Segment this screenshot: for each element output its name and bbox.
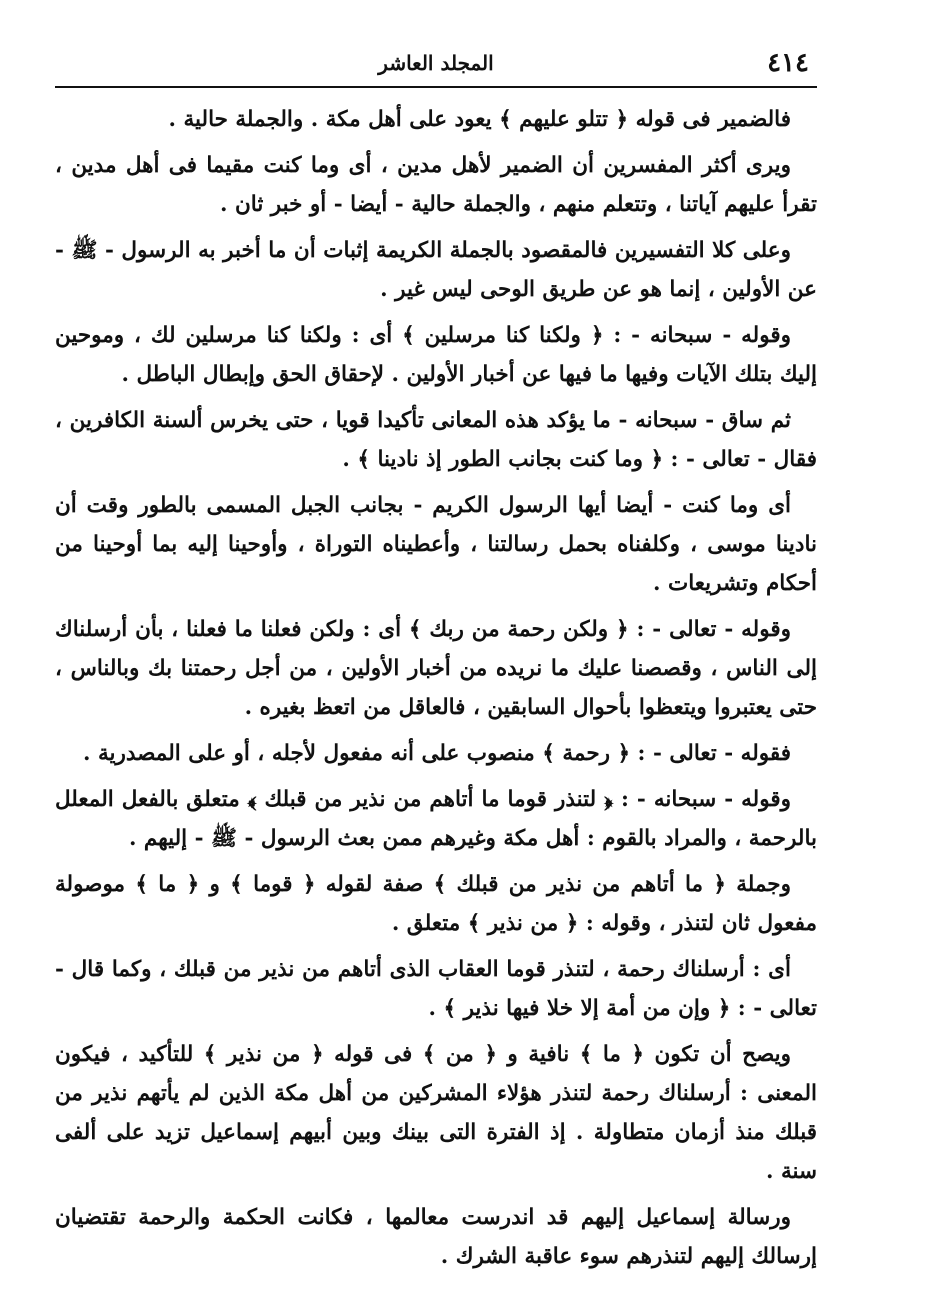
paragraph: فالضمير فى قوله ﴿ تتلو عليهم ﴾ يعود على أهل مكة . والجملة حالية .	[168, 107, 791, 132]
paragraph: فقوله - تعالى - : ﴿ رحمة ﴾ منصوب على أنه مفعول لأجله ، أو على المصدرية .	[82, 741, 791, 766]
paragraph: ويصح أن تكون ﴿ ما ﴾ نافية و ﴿ من ﴾ فى قوله ﴿ من نذير ﴾ للتأكيد ، فيكون المعنى : أرسلناك رحمة لتنذر هؤلاء المشركين من أهل مكة الذين لم يأتهم نذير من قبلك منذ أزمان متطاولة . إذ الفترة التى بينك وبين أبيهم إسماعيل تزيد على ألفى سنة .	[55, 1042, 817, 1184]
paragraph: وقوله - سبحانه - : ﴿ ولكنا كنا مرسلين ﴾ أى : ولكنا كنا مرسلين لك ، وموحين إليك بتلك الآيات وفيها ما فيها عن أخبار الأولين . لإحقاق الحق وإبطال الباطل .	[55, 323, 817, 387]
paragraph: وعلى كلا التفسيرين فالمقصود بالجملة الكريمة إثبات أن ما أخبر به الرسول - ﷺ - عن الأولين ، إنما هو عن طريق الوحى ليس غير .	[55, 238, 817, 302]
running-head	[55, 40, 817, 88]
paragraph: وجملة ﴿ ما أتاهم من نذير من قبلك ﴾ صفة لقوله ﴿ قوما ﴾ و ﴿ ما ﴾ موصولة مفعول ثان لتنذر ، وقوله : ﴿ من نذير ﴾ متعلق .	[55, 872, 817, 936]
paragraph: وقوله - سبحانه - : ﴿ لتنذر قوما ما أتاهم من نذير من قبلك ﴾ متعلق بالفعل المعلل بالرحمة ، والمراد بالقوم : أهل مكة وغيرهم ممن بعث الرسول - ﷺ - إليهم .	[55, 787, 817, 851]
paragraph: وقوله - تعالى - : ﴿ ولكن رحمة من ربك ﴾ أى : ولكن فعلنا ما فعلنا ، بأن أرسلناك إلى الناس ، وقصصنا عليك ما نريده من أخبار الأولين ، من أجل رحمتنا بك وبالناس ، حتى يعتبروا ويتعظوا بأحوال السابقين ، فالعاقل من اتعظ بغيره .	[55, 617, 817, 720]
paragraph: ورسالة إسماعيل إليهم قد اندرست معالمها ، فكانت الحكمة والرحمة تقتضيان إرسالك إليهم لتنذرهم سوء عاقبة الشرك .	[55, 1205, 817, 1269]
volume-title: المجلد العاشر	[378, 51, 494, 75]
paragraph: ويرى أكثر المفسرين أن الضمير لأهل مدين ، أى وما كنت مقيما فى أهل مدين ، تقرأ عليهم آياتنا ، وتتعلم منهم ، والجملة حالية - أيضا - أو خبر ثان .	[55, 153, 817, 217]
paragraph: ثم ساق - سبحانه - ما يؤكد هذه المعانى تأكيدا قويا ، حتى يخرس ألسنة الكافرين ، فقال - تعالى - : ﴿ وما كنت بجانب الطور إذ نادينا ﴾ .	[55, 408, 817, 472]
paragraph: أى وما كنت - أيضا أيها الرسول الكريم - بجانب الجبل المسمى بالطور وقت أن نادينا موسى ، وكلفناه بحمل رسالتنا ، وأعطيناه التوراة ، وأوحينا إليه بما أوحينا من أحكام وتشريعات .	[55, 493, 817, 596]
body-text	[55, 100, 817, 1276]
paragraph: أى : أرسلناك رحمة ، لتنذر قوما العقاب الذى أتاهم من نذير من قبلك ، وكما قال - تعالى - : ﴿ وإن من أمة إلا خلا فيها نذير ﴾ .	[55, 957, 817, 1021]
book-page	[55, 40, 817, 1270]
page-number: ٤١٤	[767, 48, 809, 78]
